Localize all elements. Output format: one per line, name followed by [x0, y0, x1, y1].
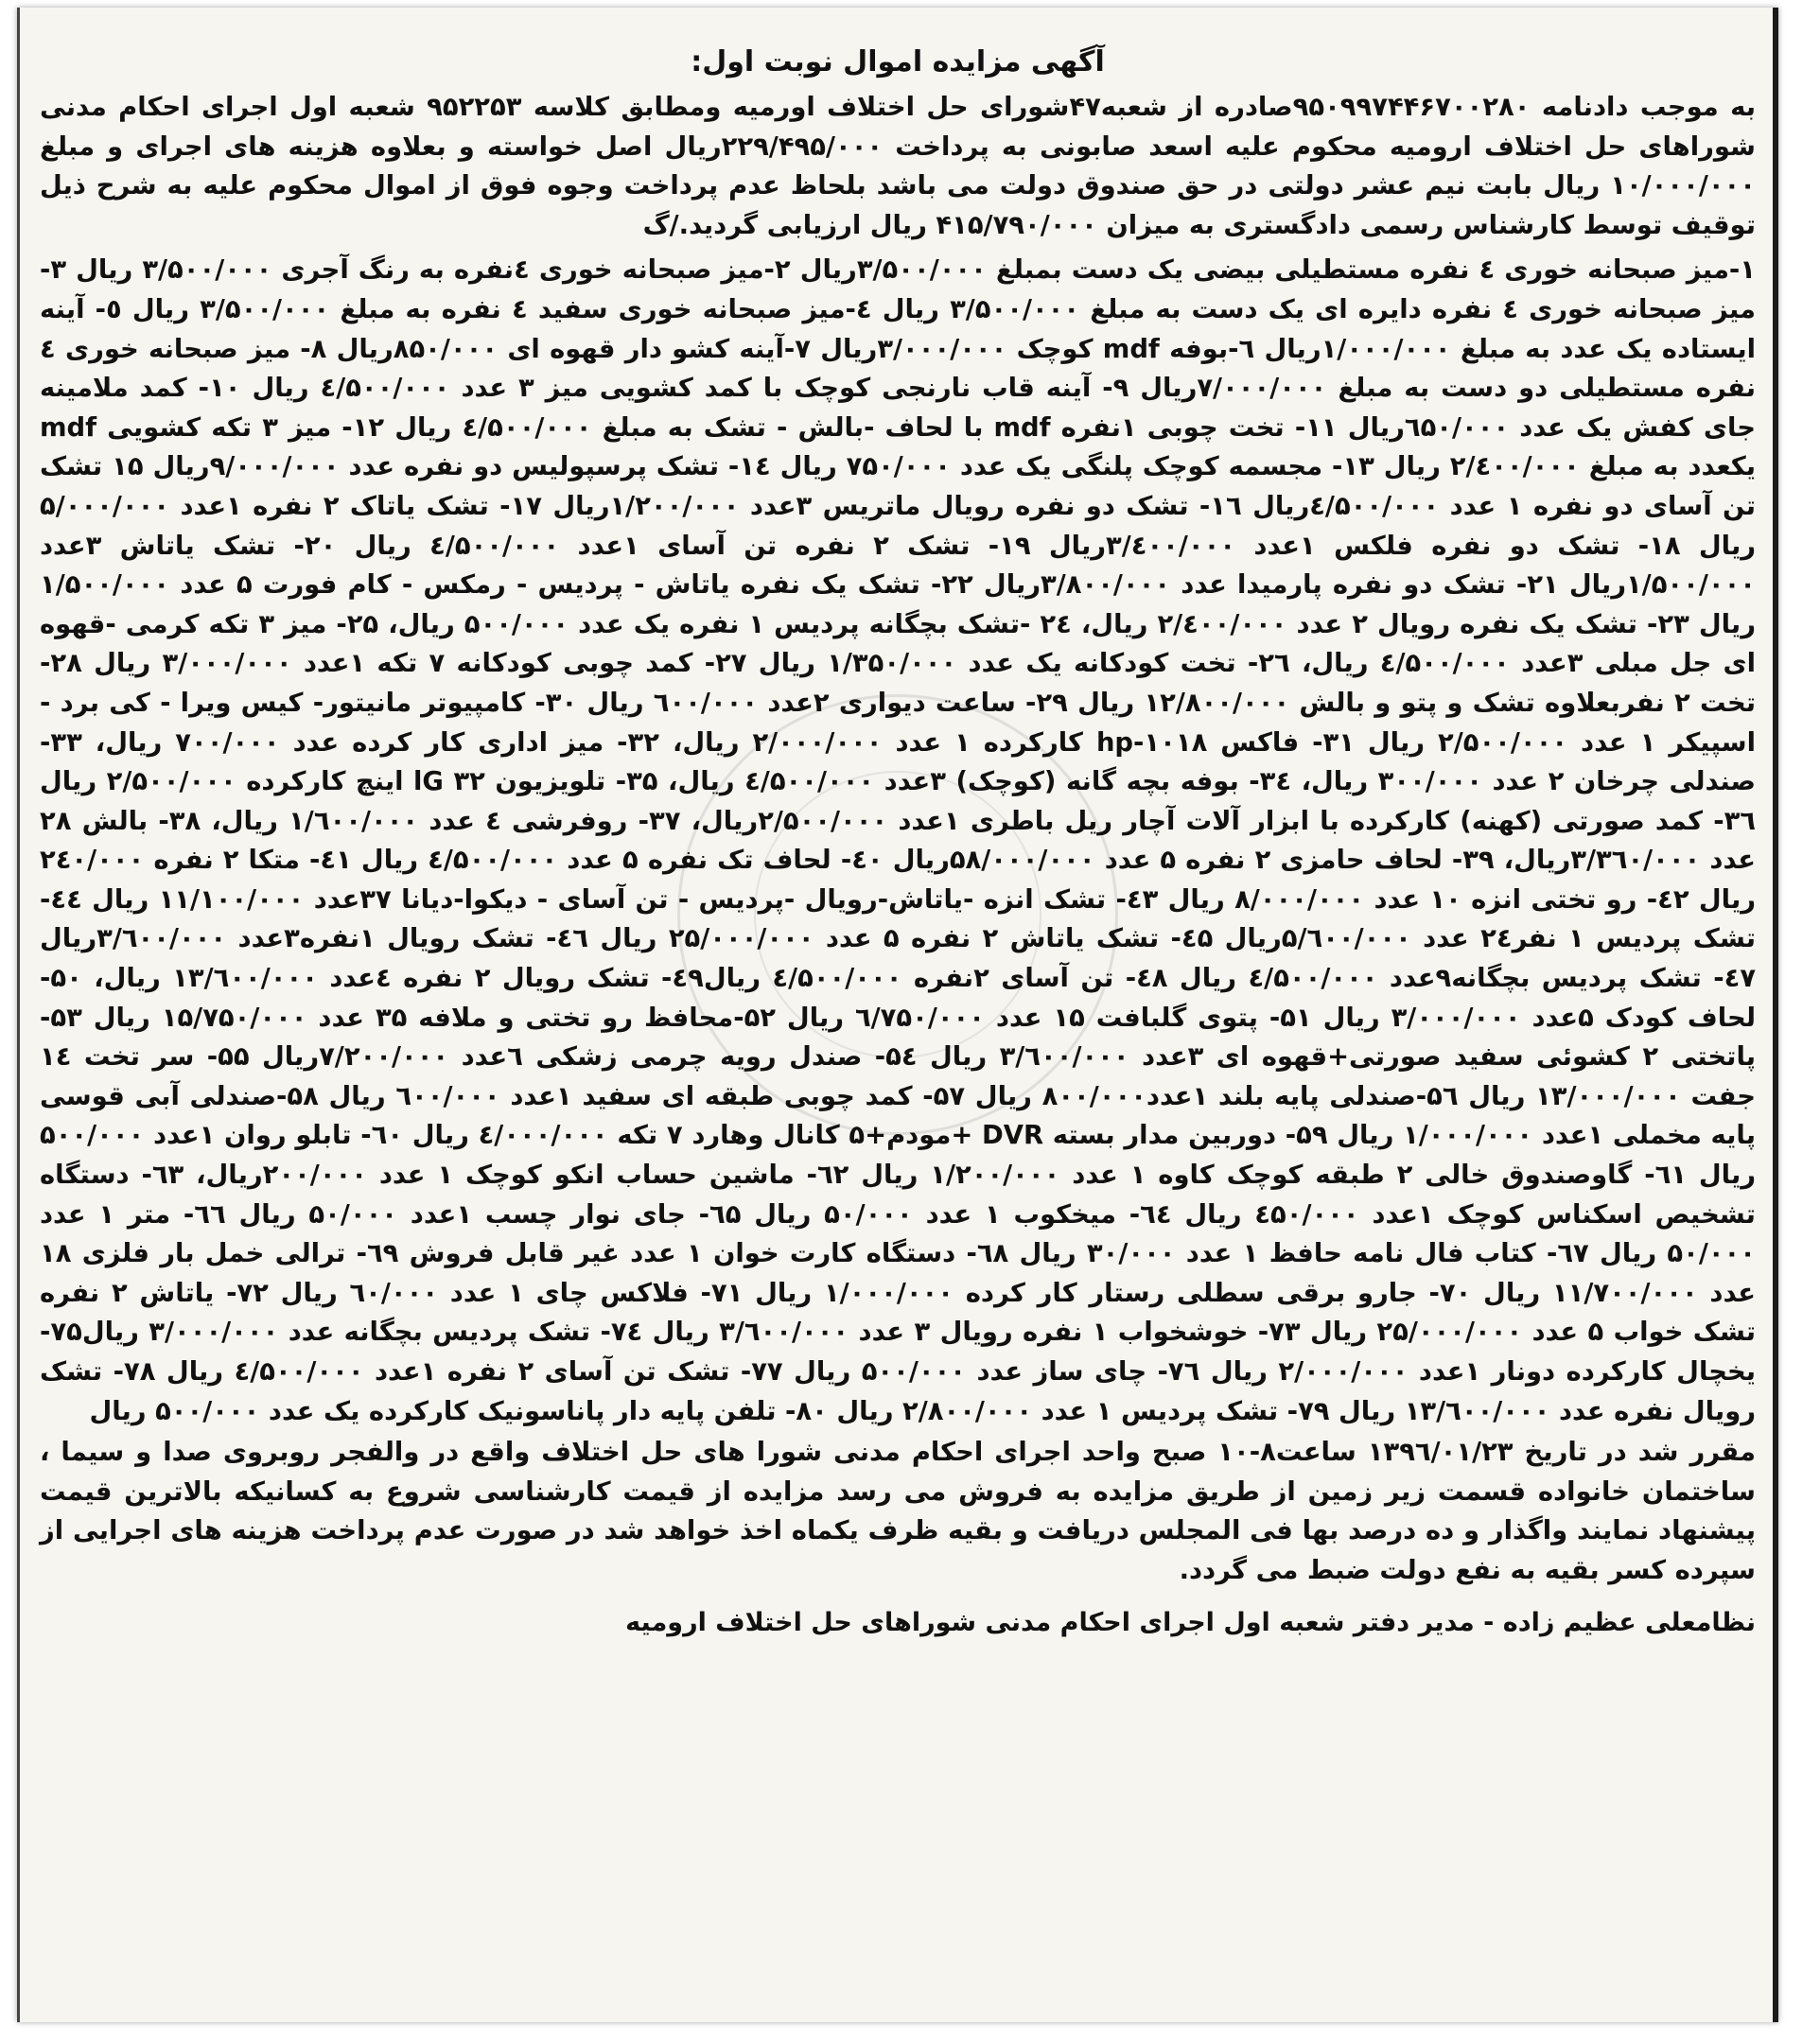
notice-intro: به موجب دادنامه ۹۵۰۹۹۷۴۴۶۷۰۰۲۸۰صادره از شعبه۴۷شورای حل اختلاف اورمیه ومطابق کلاسه ۹۵۲۲۵۳ شعبه اول اجرای احکام مدنی شوراهای حل اختلاف ارومیه محکوم علیه اسعد صابونی به پرداخت ۲۲۹/۴۹۵/۰۰۰ریال اصل خواسته و بعلاوه هزینه های اجرای و مبلغ ۱۰/۰۰۰/۰۰۰ ریال بابت نیم عشر دولتی در حق صندوق دولت می باشد بلحاظ عدم پرداخت وجوه فوق از اموال محکوم علیه به شرح ذیل توقیف توسط کارشناس رسمی دادگستری به میزان ۴۱۵/۷۹۰/۰۰۰ ریال ارزیابی گردید./گ — [40, 93, 1756, 240]
right-column-rule — [1773, 8, 1778, 2022]
newspaper-clipping — [17, 8, 1778, 2022]
left-edge-rule — [17, 8, 20, 2022]
auction-notice — [40, 45, 1756, 1984]
notice-signature: نظامعلی عظیم زاده - مدیر دفتر شعبه اول اجرای احکام مدنی شوراهای حل اختلاف ارومیه — [625, 1607, 1756, 1637]
auction-items-list: ۱-میز صبحانه خوری ٤ نفره مستطیلی بیضی یک دست بمبلغ ۳/۵۰۰/۰۰۰ریال ۲-میز صبحانه خوری ٤نفره به رنگ آجری ۳/۵۰۰/۰۰۰ ریال ۳-میز صبحانه خوری ٤ نفره دایره ای یک دست به مبلغ ۳/۵۰۰/۰۰۰ ریال ٤-میز صبحانه خوری سفید ٤ نفره به مبلغ ۳/۵۰۰/۰۰۰ ریال ٥- آینه ایستاده یک عدد به مبلغ ۱/۰۰۰/۰۰۰ریال ٦-بوفه mdf کوچک ۳/۰۰۰/۰۰۰ریال ۷-آینه کشو دار قهوه ای ۸۵۰/۰۰۰ریال ۸- میز صبحانه خوری ٤ نفره مستطیلی دو دست به مبلغ ۷/۰۰۰/۰۰۰ریال ۹- آینه قاب نارنجی کوچک با کمد کشویی میز ۳ عدد ٤/۵۰۰/۰۰۰ ریال ۱۰- کمد ملامینه جای کفش یک عدد ٦۵۰/۰۰۰ریال ۱۱- تخت چوبی ۱نفره mdf با لحاف -بالش - تشک به مبلغ ٤/۵۰۰/۰۰۰ ریال ۱۲- میز ۳ تکه کشویی mdf یکعدد به مبلغ ۲/٤۰۰/۰۰۰ ریال ۱۳- مجسمه کوچک پلنگی یک عدد ۷۵۰/۰۰۰ ریال ۱٤- تشک پرسپولیس دو نفره عدد ۹/۰۰۰/۰۰۰ریال ۱۵ تشک تن آسای دو نفره ۱ عدد ٤/۵۰۰/۰۰۰ریال ۱٦- تشک دو نفره رویال ماتریس ۳عدد ۱/۲۰۰/۰۰۰ریال ۱۷- تشک یاتاک ۲ نفره ۱عدد ۵/۰۰۰/۰۰۰ ریال ۱۸- تشک دو نفره فلکس ۱عدد ۳/٤۰۰/۰۰۰ریال ۱۹- تشک ۲ نفره تن آسای ۱عدد ٤/۵۰۰/۰۰۰ ریال ۲۰- تشک یاتاش ۳عدد ۱/۵۰۰/۰۰۰ریال ۲۱- تشک دو نفره پارمیدا عدد ۳/۸۰۰/۰۰۰ریال ۲۲- تشک یک نفره یاتاش - پردیس - رمکس - کام فورت ۵ عدد ۱/۵۰۰/۰۰۰ ریال ۲۳- تشک یک نفره رویال ۲ عدد ۲/٤۰۰/۰۰۰ ریال، ۲٤ -تشک بچگانه پردیس ۱ نفره یک عدد ۵۰۰/۰۰۰ ریال، ۲۵- میز ۳ تکه کرمی -قهوه ای جل مبلی ۳عدد ٤/۵۰۰/۰۰۰ ریال، ۲٦- تخت کودکانه یک عدد ۱/۳۵۰/۰۰۰ ریال ۲۷- کمد چوبی کودکانه ۷ تکه ۱عدد ۳/۰۰۰/۰۰۰ ریال ۲۸- تخت ۲ نفربعلاوه تشک و پتو و بالش ۱۲/۸۰۰/۰۰۰ ریال ۲۹- ساعت دیواری ۲عدد ٦۰۰/۰۰۰ ریال ۳۰- کامپیوتر مانیتور- کیس ویرا - کی برد - اسپیکر ۱ عدد ۲/۵۰۰/۰۰۰ ریال ۳۱- فاکس hp-۱۰۱۸ کارکرده ۱ عدد ۲/۰۰۰/۰۰۰ ریال، ۳۲- میز اداری کار کرده عدد ۷۰۰/۰۰۰ ریال، ۳۳- صندلی چرخان ۲ عدد ۳۰۰/۰۰۰ ریال، ۳٤- بوفه بچه گانه (کوچک) ۳عدد ٤/۵۰۰/۰۰۰ ریال، ۳۵- تلویزیون ۳۲ lG اینچ کارکرده ۲/۵۰۰/۰۰۰ ریال ۳٦- کمد صورتی (کهنه) کارکرده با ابزار آلات آچار ریل باطری ۱عدد ۲/۵۰۰/۰۰۰ریال، ۳۷- روفرشی ٤ عدد ۱/٦۰۰/۰۰۰ ریال، ۳۸- بالش ۲۸ عدد ۳/۳٦۰/۰۰۰ریال، ۳۹- لحاف حامزی ۲ نفره ۵ عدد ۵۸/۰۰۰/۰۰۰ریال ٤۰- لحاف تک نفره ۵ عدد ٤/۵۰۰/۰۰۰ ریال ٤۱- متکا ۲ نفره ۲٤۰/۰۰۰ ریال ٤۲- رو تختی انزه ۱۰ عدد ۸/۰۰۰/۰۰۰ ریال ٤۳- تشک انزه -یاتاش-رویال -پردیس - تن آسای - دیکوا-دیانا ۳۷عدد ۱۱/۱۰۰/۰۰۰ ریال ٤٤- تشک پردیس ۱ نفر۲٤ عدد ۵/٦۰۰/۰۰۰ریال ٤۵- تشک یاتاش ۲ نفره ۵ عدد ۲۵/۰۰۰/۰۰۰ ریال ٤٦- تشک رویال ۱نفره۳عدد ۳/٦۰۰/۰۰۰ریال ٤۷- تشک پردیس بچگانه۹عدد ٤/۵۰۰/۰۰۰ ریال ٤۸- تن آسای ۲نفره ٤/۵۰۰/۰۰۰ ریال٤۹- تشک رویال ۲ نفره ٤عدد ۱۳/٦۰۰/۰۰۰ ریال، ۵۰-لحاف کودک ۵عدد ۳/۰۰۰/۰۰۰ ریال ۵۱- پتوی گلبافت ۱۵ عدد ٦/۷۵۰/۰۰۰ ریال ۵۲-محافظ رو تختی و ملافه ۳۵ عدد ۱۵/۷۵۰/۰۰۰ ریال ۵۳- پاتختی ۲ کشوئی سفید صورتی+قهوه ای ۳عدد ۳/٦۰۰/۰۰۰ ریال ۵٤- صندل رویه چرمی زشکی ٦عدد ۷/۲۰۰/۰۰۰ریال ۵۵- سر تخت ۱٤ جفت ۱۳/۰۰۰/۰۰۰ ریال ۵٦-صندلی پایه بلند ۱عدد۸۰۰/۰۰۰ ریال ۵۷- کمد چوبی طبقه ای سفید ۱عدد ٦۰۰/۰۰۰ ریال ۵۸-صندلی آبی قوسی پایه مخملی ۱عدد ۱/۰۰۰/۰۰۰ ریال ۵۹- دوربین مدار بسته DVR +مودم+۵ کانال وهارد ۷ تکه ٤/۰۰۰/۰۰۰ ریال ٦۰- تابلو روان ۱عدد ۵۰۰/۰۰۰ ریال ٦۱- گاوصندوق خالی ۲ طبقه کوچک کاوه ۱ عدد ۱/۲۰۰/۰۰۰ ریال ٦۲- ماشین حساب انکو کوچک ۱ عدد ۲۰۰/۰۰۰ریال، ٦۳- دستگاه تشخیص اسکناس کوچک ۱عدد ٤۵۰/۰۰۰ ریال ٦٤- میخکوب ۱ عدد ۵۰/۰۰۰ ریال ٦۵- جای نوار چسب ۱عدد ۵۰/۰۰۰ ریال ٦٦- متر ۱ عدد ۵۰/۰۰۰ ریال ٦۷- کتاب فال نامه حافظ ۱ عدد ۳۰/۰۰۰ ریال ٦۸- دستگاه کارت خوان ۱ عدد غیر قابل فروش ٦۹- ترالی خمل بار فلزی ۱۸ عدد ۱۱/۷۰۰/۰۰۰ ریال ۷۰- جارو برقی سطلی رستار کار کرده ۱/۰۰۰/۰۰۰ ریال ۷۱- فلاکس چای ۱ عدد ٦۰/۰۰۰ ریال ۷۲- یاتاش ۲ نفره تشک خواب ۵ عدد ۲۵/۰۰۰/۰۰۰ ریال ۷۳- خوشخواب ۱ نفره رویال ۳ عدد ۳/٦۰۰/۰۰۰ ریال ۷٤- تشک پردیس بچگانه عدد ۳/۰۰۰/۰۰۰ ریال۷۵- یخچال کارکرده دونار ۱عدد ۲/۰۰۰/۰۰۰ ریال ۷٦- چای ساز عدد ۵۰۰/۰۰۰ ریال ۷۷- تشک تن آسای ۲ نفره ۱عدد ٤/۵۰۰/۰۰۰ ریال ۷۸- تشک رویال نفره عدد ۱۳/٦۰۰/۰۰۰ ریال ۷۹- تشک پردیس ۱ عدد ۲/۸۰۰/۰۰۰ ریال ۸۰- تلفن پایه دار پاناسونیک کارکرده یک عدد ۵۰۰/۰۰۰ ریال — [40, 255, 1757, 1426]
notice-title: آگهی مزایده اموال نوبت اول: — [691, 45, 1105, 79]
auction-decision: مقرر شد در تاریخ ۱۳۹٦/۰۱/۲۳ ساعت۸-۱۰ صبح واحد اجرای احکام مدنی شورا های حل اختلاف واقع در والفجر روبروی صدا و سیما ، ساختمان خانواده قسمت زیر زمین از طریق مزایده به فروش می رسد مزایده از قیمت کارشناسی شروع به کسانیکه بالاترین قیمت پیشنهاد نمایند واگذار و ده درصد بها فی المجلس دریافت و بقیه ظرف یکماه اخذ خواهد شد در صورت عدم پرداخت هزینه های اجرایی از سپرده کسر بقیه به نفع دولت ضبط می گردد. — [40, 1438, 1756, 1585]
